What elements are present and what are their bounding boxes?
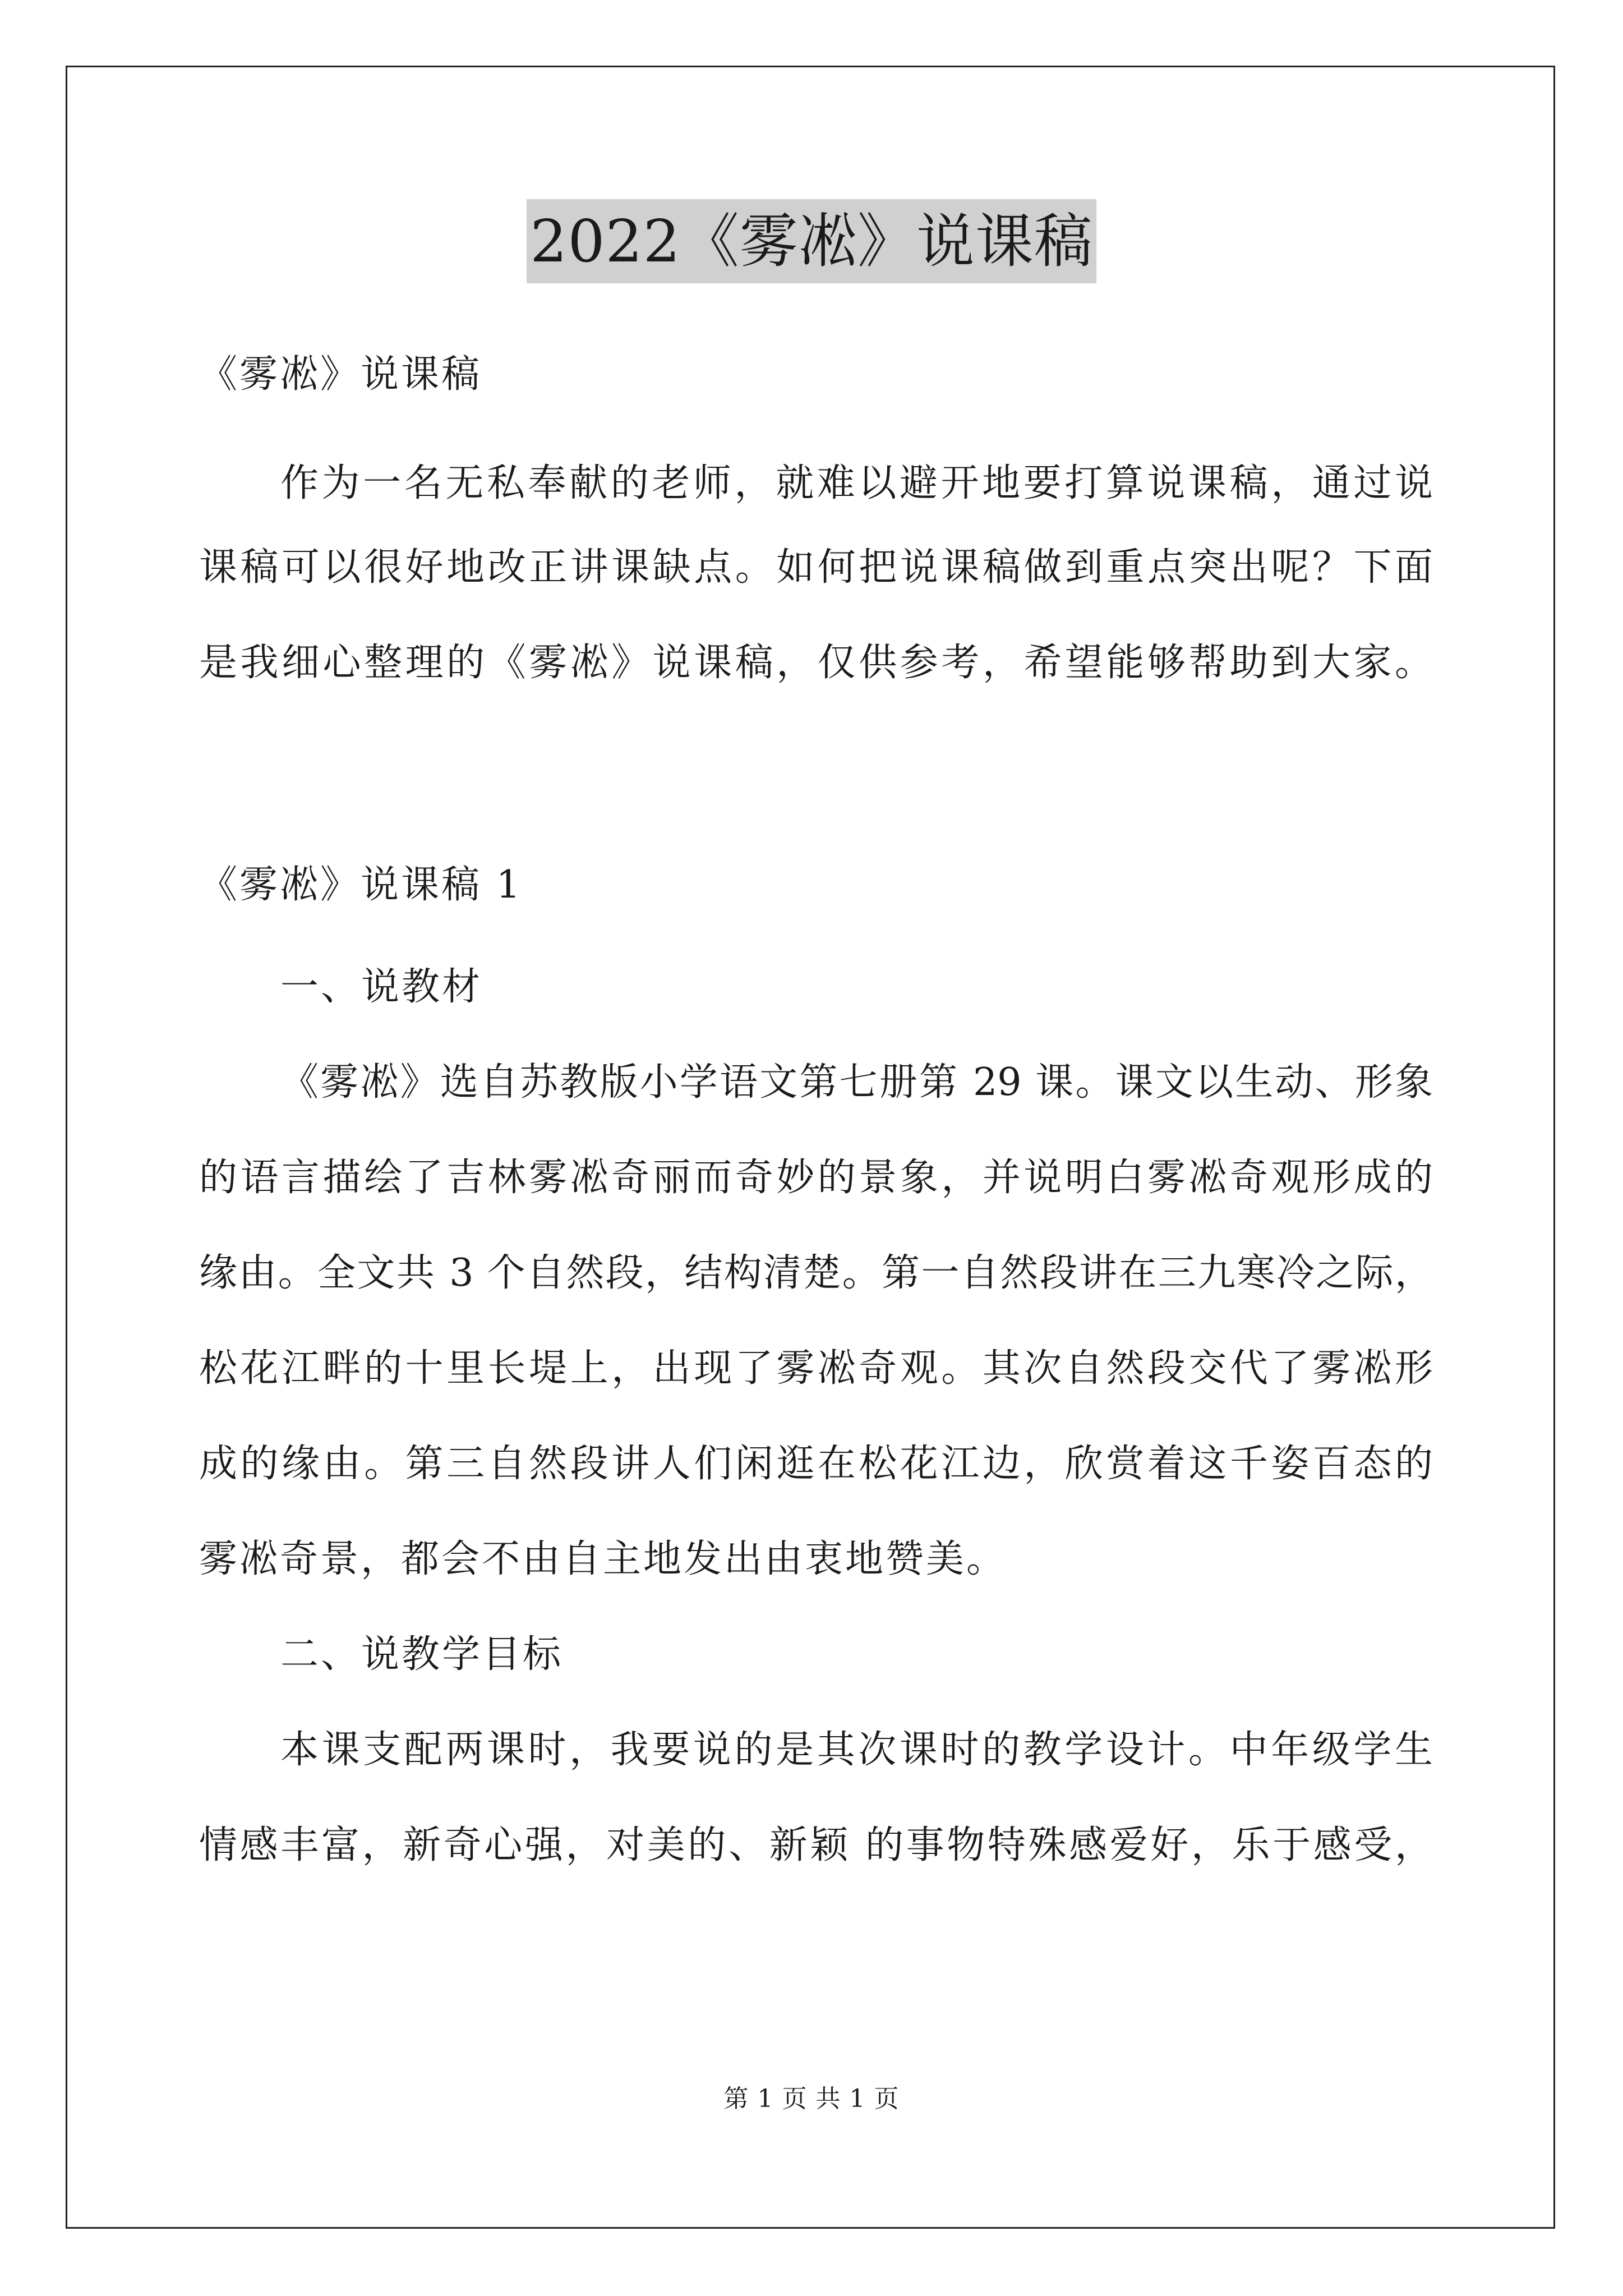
intro-line-1: 作为一名无私奉献的老师，就难以避开地要打算说课稿，通过说: [280, 461, 1433, 505]
section-heading: 《雾凇》说课稿 1: [199, 863, 523, 907]
document-title-wrap: [0, 199, 1623, 283]
paragraph-line: 雾凇奇景，都会不由自主地发出由衷地赞美。: [199, 1537, 1007, 1581]
heading-teaching-material: 一、说教材: [280, 965, 483, 1009]
intro-line-2: 课稿可以很好地改正讲课缺点。如何把说课稿做到重点突出呢？下面: [199, 545, 1433, 590]
paragraph-line: 的语言描绘了吉林雾凇奇丽而奇妙的景象，并说明白雾凇奇观形成的: [199, 1156, 1433, 1200]
paragraph-line: 成的缘由。第三自然段讲人们闲逛在松花江边，欣赏着这千姿百态的: [199, 1442, 1433, 1486]
paragraph-line: 本课支配两课时，我要说的是其次课时的教学设计。中年级学生: [280, 1728, 1433, 1772]
page-footer: 第 1 页 共 1 页: [723, 2085, 900, 2113]
paragraph-line: 情感丰富，新奇心强，对美的、新颖 的事物特殊感爱好，乐于感受，: [199, 1823, 1433, 1867]
intro-line-3: 是我细心整理的《雾凇》说课稿，仅供参考，希望能够帮助到大家。: [199, 641, 1433, 685]
paragraph-line: 缘由。全文共 3 个自然段，结构清楚。第一自然段讲在三九寒冷之际，: [199, 1251, 1433, 1295]
document-title: 2022《雾凇》说课稿: [527, 199, 1096, 283]
paragraph-line: 《雾凇》选自苏教版小学语文第七册第 29 课。课文以生动、形象: [280, 1060, 1433, 1105]
subtitle-line: 《雾凇》说课稿: [199, 352, 482, 397]
paragraph-line: 松花江畔的十里长堤上，出现了雾凇奇观。其次自然段交代了雾凇形: [199, 1346, 1433, 1391]
heading-teaching-goals: 二、说教学目标: [280, 1632, 564, 1677]
